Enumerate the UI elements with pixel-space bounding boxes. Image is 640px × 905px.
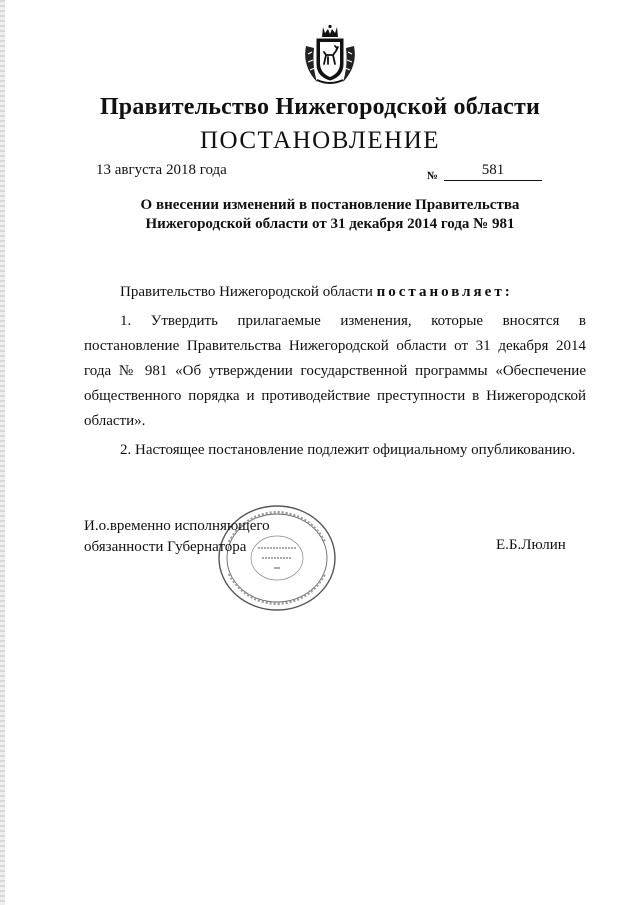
signatory-position (84, 516, 270, 558)
position-line-1: И.о.временно исполняющего (84, 518, 270, 534)
decree-statement (120, 284, 513, 301)
number-label: № (427, 170, 439, 182)
decree-word: постановляет: (376, 284, 513, 300)
signatory-name: Е.Б.Люлин (496, 537, 566, 553)
subject-line-1: О внесении изменений в постановление Правительства (140, 197, 520, 213)
paragraph-2: 2. Настоящее постановление подлежит официальному опубликованию. (120, 442, 576, 458)
subject-line-2: Нижегородской области от 31 декабря 2014 года № 981 (145, 216, 515, 232)
document-number: 581 (444, 162, 542, 181)
document-type: ПОСТАНОВЛЕНИЕ (199, 127, 441, 154)
decree-intro: Правительство Нижегородской области (120, 284, 373, 300)
paragraph-1: 1. Утвердить прилагаемые изменения, которые вносятся в постановление Правительства Нижегородской области от 31 декабря 2014 года № 981 «Об утверждении государственной программы «Обеспечение общественного порядка и противодействие преступности в Нижегородской области». (84, 313, 586, 429)
government-name: Правительство Нижегородской области (99, 94, 541, 120)
document-subject (120, 196, 540, 234)
document-date: 13 августа 2018 года (96, 162, 227, 178)
position-line-2: обязанности Губернатора (84, 539, 247, 555)
coat-of-arms-icon (303, 24, 357, 86)
